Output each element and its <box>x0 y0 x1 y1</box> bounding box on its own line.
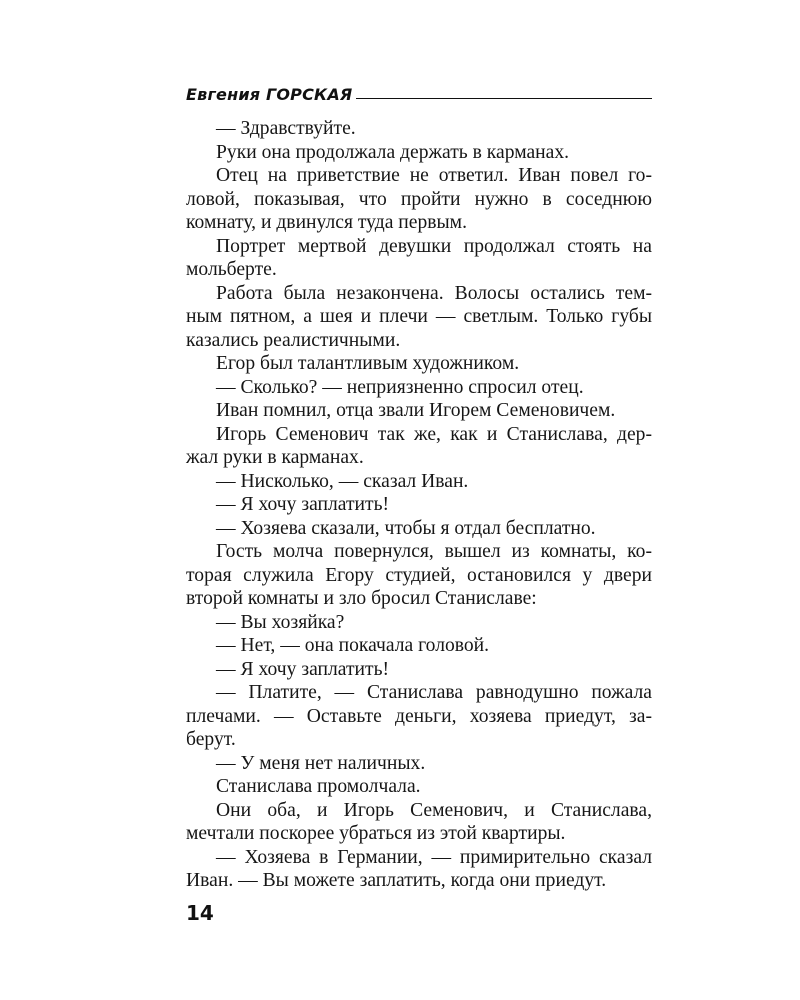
running-header <box>186 84 652 106</box>
text-line: торая служила Егору студией, остановился у двери <box>186 564 652 586</box>
text-line: берут. <box>186 729 236 750</box>
text-line: Работа была незакончена. Волосы остались тем- <box>216 282 652 304</box>
text-line: — Здравствуйте. <box>216 118 356 139</box>
header-author: Евгения ГОРСКАЯ <box>186 85 353 104</box>
text-line: комнату, и двинулся туда первым. <box>186 212 467 233</box>
text-line: Иван помнил, отца звали Игорем Семеновичем. <box>216 400 616 421</box>
text-line: — Нисколько, — сказал Иван. <box>216 470 469 492</box>
text-line: Станислава промолчала. <box>216 776 421 797</box>
text-line: Игорь Семенович так же, как и Станислава, дер- <box>216 423 652 445</box>
text-line: — Хозяева сказали, чтобы я отдал бесплатно. <box>216 517 596 539</box>
text-line: Руки она продолжала держать в карманах. <box>216 141 570 163</box>
text-line: Гость молча повернулся, вышел из комнаты, ко- <box>216 541 652 562</box>
text-line: плечами. — Оставьте деньги, хозяева приедут, за- <box>186 705 652 727</box>
page-number: 14 <box>186 901 214 925</box>
text-line: — Хозяева в Германии, — примирительно сказал <box>216 846 652 868</box>
text-line: — Платите, — Станислава равнодушно пожала <box>216 682 652 703</box>
text-line: — У меня нет наличных. <box>216 752 426 774</box>
header-rule <box>356 98 652 99</box>
text-line: ловой, показывая, что пройти нужно в соседнюю <box>186 188 652 210</box>
body-text <box>186 117 652 893</box>
text-line: мольберте. <box>186 259 277 280</box>
text-line: казались реалистичными. <box>186 329 401 351</box>
text-line: жал руки в карманах. <box>186 447 364 468</box>
text-line: мечтали поскорее убраться из этой квартиры. <box>186 823 566 844</box>
text-line: — Я хочу заплатить! <box>216 494 390 515</box>
text-line: — Я хочу заплатить! <box>216 658 390 680</box>
text-line: ным пятном, а шея и плечи — светлым. Только губы <box>186 306 652 327</box>
text-line: Они оба, и Игорь Семенович, и Станислава, <box>216 799 652 821</box>
text-line: — Вы хозяйка? <box>216 611 345 633</box>
text-line: Егор был талантливым художником. <box>216 353 520 374</box>
text-line: — Сколько? — неприязненно спросил отец. <box>216 376 584 398</box>
text-line: Иван. — Вы можете заплатить, когда они приедут. <box>186 870 607 891</box>
text-line: Портрет мертвой девушки продолжал стоять на <box>216 235 652 257</box>
text-line: Отец на приветствие не ответил. Иван повел го- <box>216 165 652 186</box>
text-line: — Нет, — она покачала головой. <box>216 635 490 656</box>
text-line: второй комнаты и зло бросил Станиславе: <box>186 588 537 609</box>
